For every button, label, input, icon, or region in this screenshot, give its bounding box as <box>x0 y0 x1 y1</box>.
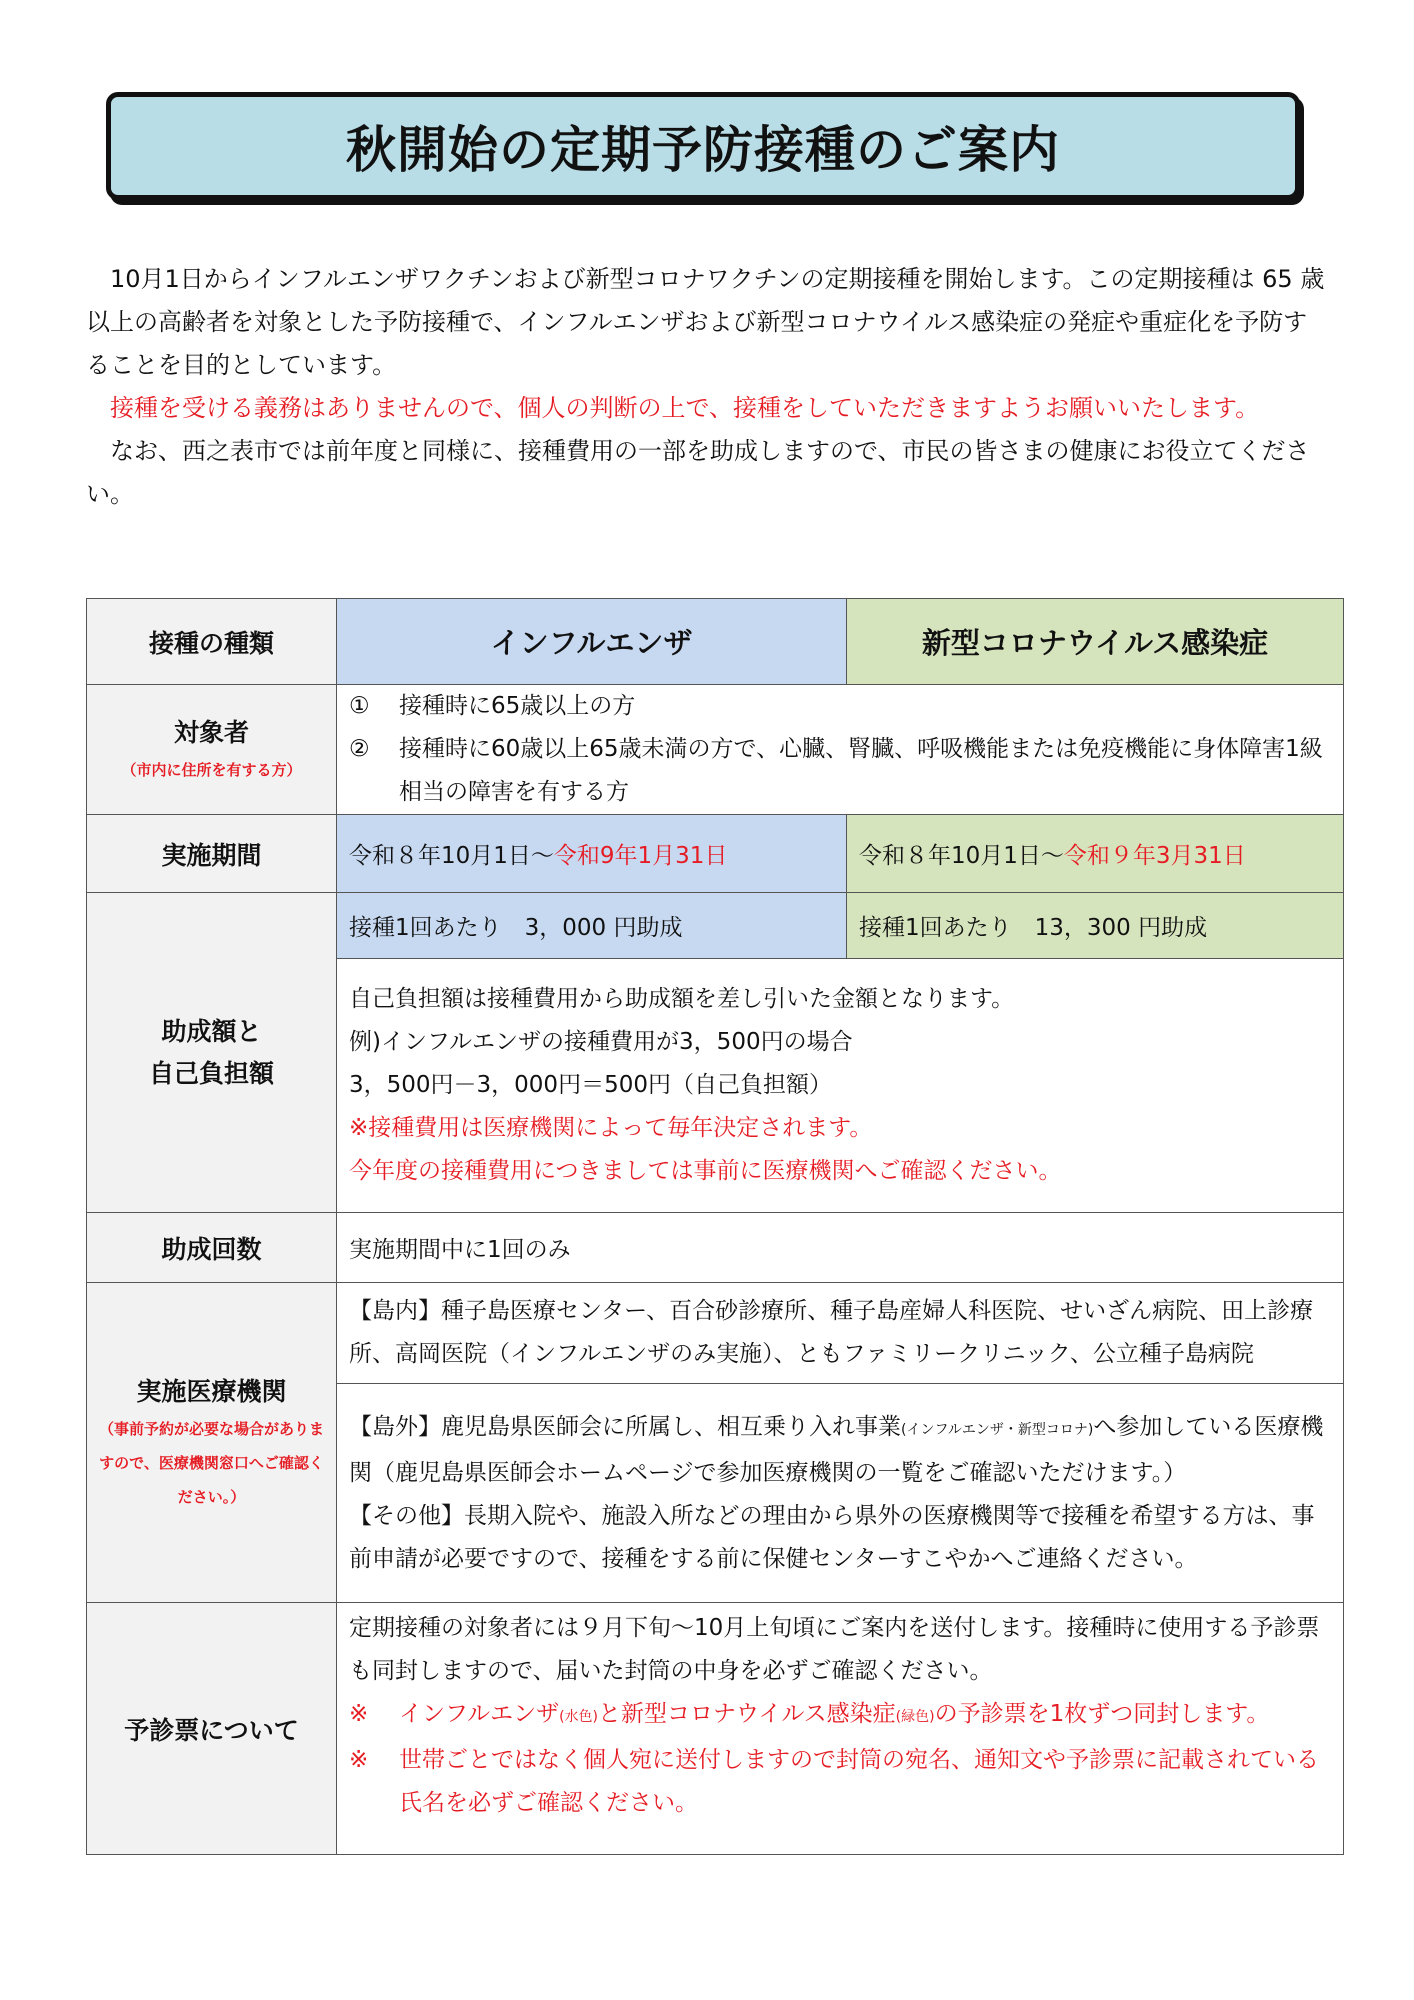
subsidy-amount-row <box>87 893 1344 959</box>
questionnaire-row <box>87 1603 1344 1855</box>
intro-text <box>86 258 1331 516</box>
facilities-island-row <box>87 1283 1344 1384</box>
subsidy-label-line1: 助成額と <box>161 1016 262 1046</box>
list-item: ② 接種時に60歳以上65歳未満の方で、心臓、腎臓、呼吸機能または免疫機能に身体障害1級相当の障害を有する方 <box>349 736 1323 805</box>
period-flu-end: 令和9年1月31日 <box>553 843 728 869</box>
period-flu: 令和８年10月1日～令和9年1月31日 <box>337 815 847 893</box>
period-covid: 令和８年10月1日～令和９年3月31日 <box>847 815 1344 893</box>
target-label: 対象者 <box>173 717 249 747</box>
list-item: ① 接種時に65歳以上の方 <box>349 693 636 719</box>
period-label: 実施期間 <box>87 815 337 893</box>
target-row <box>87 685 1344 815</box>
list-item: ※ インフルエンザ(水色)と新型コロナウイルス感染症(緑色)の予診票を1枚ずつ同封します。 <box>349 1701 1270 1727</box>
count-text: 実施期間中に1回のみ <box>337 1213 1344 1283</box>
period-covid-end: 令和９年3月31日 <box>1063 843 1246 869</box>
facilities-outside: 【島外】鹿児島県医師会に所属し、相互乗り入れ事業(インフルエンザ・新型コロナ)へ参加している医療機関（鹿児島県医師会ホームページで参加医療機関の一覧をご確認いただけます。） 【その他】長期入院や、施設入所などの理由から県外の医療機関等で接種を希望する方は、事前申請が必要ですので、接種をする前に保健センターすこやかへご連絡ください。 <box>337 1384 1344 1603</box>
subsidy-covid: 接種1回あたり 13，300 円助成 <box>847 893 1344 959</box>
facilities-label-cell <box>87 1283 337 1603</box>
questionnaire-content: 定期接種の対象者には９月下旬～10月上旬頃にご案内を送付します。接種時に使用する予診票も同封しますので、届いた封筒の中身を必ずご確認ください。 ※ インフルエンザ(水色)と新型コロナウイルス感染症(緑色)の予診票を1枚ずつ同封します。 ※ 世帯ごとではなく個人宛に送付しますので封筒の宛名、通知文や予診票に記載されている氏名を必ずご確認ください。 <box>337 1603 1344 1855</box>
target-sublabel: （市内に住所を有する方） <box>121 760 302 779</box>
header-flu: インフルエンザ <box>337 599 847 685</box>
header-label: 接種の種類 <box>87 599 337 685</box>
facilities-sublabel: （事前予約が必要な場合がありますので、医療機関窓口へご確認ください。） <box>99 1419 325 1506</box>
facilities-label: 実施医療機関 <box>136 1376 287 1406</box>
intro-paragraph-2: 接種を受ける義務はありませんので、個人の判断の上で、接種をしていただきますようお願いいたします。 <box>110 394 1260 422</box>
header-covid: 新型コロナウイルス感染症 <box>847 599 1344 685</box>
subsidy-label-cell <box>87 893 337 1213</box>
count-row <box>87 1213 1344 1283</box>
table-header-row <box>87 599 1344 685</box>
list-item: ※ 世帯ごとではなく個人宛に送付しますので封筒の宛名、通知文や予診票に記載されている氏名を必ずご確認ください。 <box>349 1747 1319 1816</box>
page-title: 秋開始の定期予防接種のご案内 <box>106 92 1300 200</box>
intro-paragraph-1: 10月1日からインフルエンザワクチンおよび新型コロナワクチンの定期接種を開始します。この定期接種は 65 歳以上の高齢者を対象とした予防接種で、インフルエンザおよび新型コロナウイルス感染症の発症や重症化を予防することを目的としています。 <box>86 265 1325 379</box>
count-label: 助成回数 <box>87 1213 337 1283</box>
subsidy-detail: 自己負担額は接種費用から助成額を差し引いた金額となります。 例)インフルエンザの接種費用が3，500円の場合 3，500円－3，000円＝500円（自己負担額） ※接種費用は医療機関によって毎年決定されます。 今年度の接種費用につきましては事前に医療機関へご確認ください。 <box>337 959 1344 1213</box>
subsidy-label-line2: 自己負担額 <box>148 1058 274 1088</box>
vaccination-info-table <box>86 598 1344 1855</box>
intro-paragraph-3: なお、西之表市では前年度と同様に、接種費用の一部を助成しますので、市民の皆さまの健康にお役立てください。 <box>86 437 1310 508</box>
facilities-island: 【島内】種子島医療センター、百合砂診療所、種子島産婦人科医院、せいざん病院、田上診療所、高岡医院（インフルエンザのみ実施）、ともファミリークリニック、公立種子島病院 <box>337 1283 1344 1384</box>
questionnaire-label: 予診票について <box>87 1603 337 1855</box>
target-content <box>337 685 1344 815</box>
period-row <box>87 815 1344 893</box>
subsidy-flu: 接種1回あたり 3，000 円助成 <box>337 893 847 959</box>
target-label-cell <box>87 685 337 815</box>
